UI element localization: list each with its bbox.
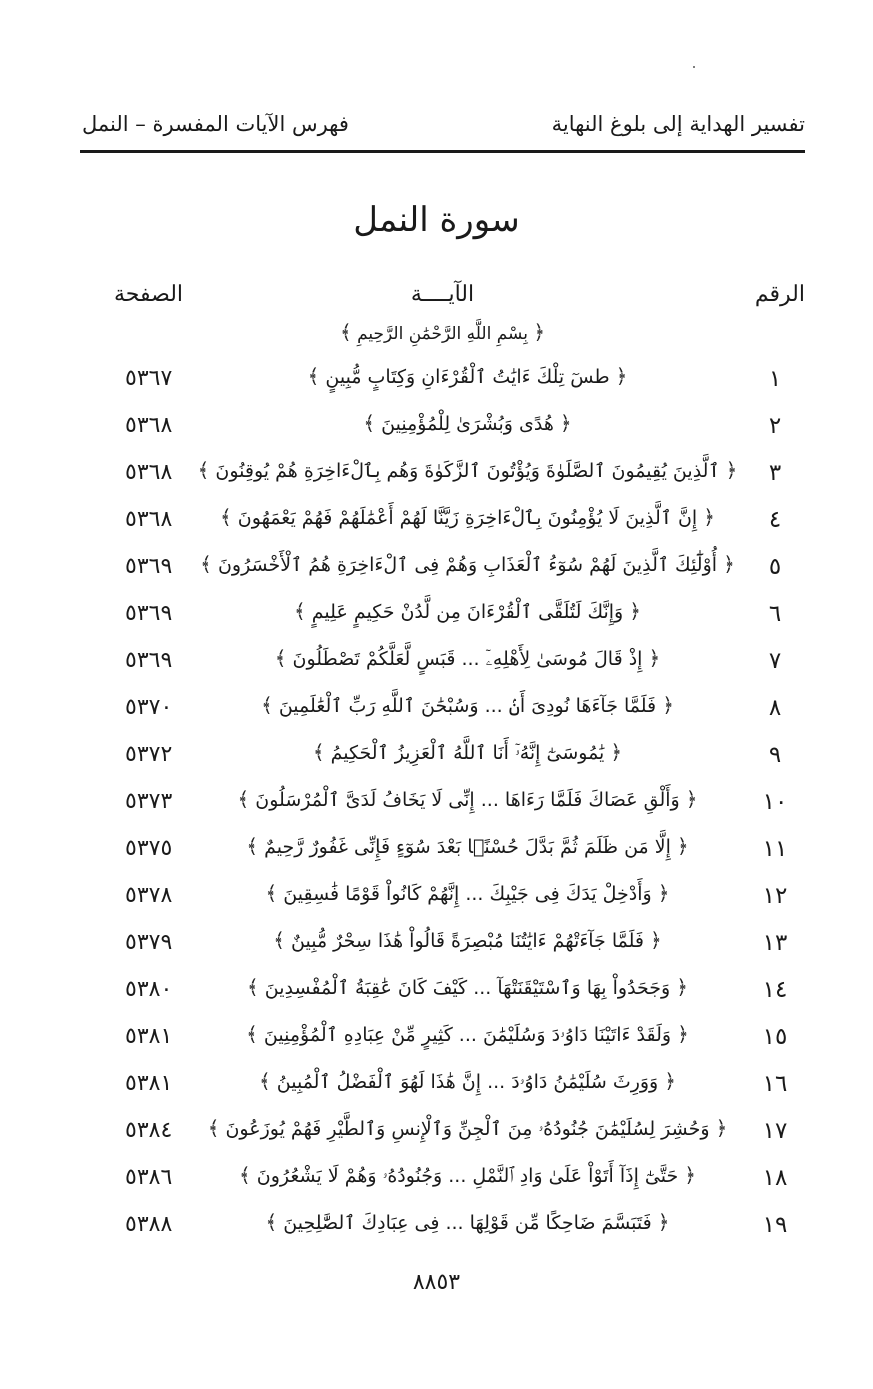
verse-text-container (190, 599, 745, 623)
ornament-close-icon: ﴾ (273, 928, 285, 952)
list-item (80, 546, 805, 593)
verse-text: إِنَّ ٱلَّذِينَ لَا يُؤْمِنُونَ بِٱلْءَاخِرَةِ زَيَّنَّا لَهُمْ أَعْمَٰلَهُمْ فَهُمْ يَعْمَهُونَ (237, 507, 698, 529)
ornament-close-icon: ﴾ (220, 505, 232, 529)
ornament-open-icon: ﴿ (677, 1022, 689, 1046)
verse-number: ١ (768, 366, 782, 392)
ornament-close-icon: ﴾ (294, 599, 306, 623)
book-title: تفسير الهداية إلى بلوغ النهاية (551, 112, 805, 136)
ornament-open-icon: ﴿ (657, 881, 670, 905)
ornament-open-icon: ﴿ (648, 646, 661, 670)
verse-text: فَلَمَّا جَآءَتْهُمْ ءَايَٰتُنَا مُبْصِرَةً قَالُواْ هَٰذَا سِحْرٌ مُّبِينٌ (291, 930, 644, 952)
ornament-close-icon: ﴾ (363, 411, 376, 435)
column-header-page: الصفحة (114, 282, 184, 307)
ornament-close-icon: ﴾ (246, 1022, 258, 1046)
ornament-open-icon: ﴿ (725, 458, 738, 482)
ornament-close-icon: ﴾ (247, 975, 259, 999)
verse-text: هُدًى وَبُشْرَىٰ لِلْمُؤْمِنِينَ (381, 413, 554, 435)
verse-text-container (190, 505, 745, 529)
ornament-open-icon: ﴿ (657, 1210, 670, 1234)
verse-text-container (190, 975, 745, 999)
verse-text-container (190, 1210, 745, 1234)
verse-number: ٥ (768, 554, 782, 580)
list-item (80, 1016, 805, 1063)
verse-number: ١٥ (762, 1024, 788, 1050)
verse-text-container (190, 928, 745, 952)
ornament-close-icon: ﴾ (237, 787, 250, 811)
page-reference: ٥٣٨٠ (125, 977, 173, 1002)
page-reference: ٥٣٧٢ (125, 742, 173, 767)
ornament-open-icon: ﴿ (723, 552, 735, 576)
ornament-open-icon: ﴿ (664, 1069, 676, 1093)
list-item (80, 734, 805, 781)
verse-number: ١٢ (762, 883, 788, 909)
page-reference: ٥٣٦٨ (125, 507, 173, 532)
verse-text: وَأَدْخِلْ يَدَكَ فِى جَيْبِكَ ... إِنَّهُمْ كَانُواْ قَوْمًا فَٰسِقِينَ (283, 883, 652, 905)
ornament-close-icon: ﴾ (265, 1210, 278, 1234)
verse-number: ١٣ (762, 930, 788, 956)
verse-text-container (190, 787, 745, 811)
verse-number: ١٩ (762, 1212, 788, 1238)
ornament-open-icon: ﴿ (684, 1163, 696, 1187)
verse-text-container (190, 364, 745, 388)
basmala-text: بِسْمِ اللَّهِ الرَّحْمَٰنِ الرَّحِيمِ (357, 324, 528, 344)
page-reference: ٥٣٦٨ (125, 413, 173, 438)
column-headers (80, 282, 805, 312)
verse-text: إِذْ قَالَ مُوسَىٰ لِأَهْلِهِۦٓ ... قَبَسٍ لَّعَلَّكُمْ تَصْطَلُونَ (292, 648, 643, 670)
ornament-open-icon: ﴿ (533, 320, 546, 344)
verse-text: طسٓ تِلْكَ ءَايَٰتُ ٱلْقُرْءَانِ وَكِتَابٍ مُّبِينٍ (325, 366, 610, 388)
ornament-close-icon: ﴾ (259, 1069, 271, 1093)
verse-number: ٤ (768, 507, 782, 533)
ornament-close-icon: ﴾ (239, 1163, 251, 1187)
scan-speck (693, 66, 695, 68)
verse-text-container (190, 1022, 745, 1046)
page-reference: ٥٣٦٩ (125, 648, 173, 673)
verse-text: يَٰمُوسَىٰٓ إِنَّهُۥٓ أَنَا ٱللَّهُ ٱلْعَزِيزُ ٱلْحَكِيمُ (330, 742, 605, 764)
surah-title: سورة النمل (353, 200, 520, 240)
ornament-open-icon: ﴿ (629, 599, 641, 623)
page-reference: ٥٣٧٩ (125, 930, 173, 955)
page-reference: ٥٣٧٣ (125, 789, 173, 814)
ornament-open-icon: ﴿ (676, 975, 688, 999)
ornament-open-icon: ﴿ (615, 364, 628, 388)
verse-text: وَأَلْقِ عَصَاكَ فَلَمَّا رَءَاهَا ... إِنِّى لَا يَخَافُ لَدَىَّ ٱلْمُرْسَلُونَ (255, 789, 680, 811)
basmala (80, 320, 805, 344)
verse-text-container (190, 834, 745, 858)
list-item (80, 452, 805, 499)
page-reference: ٥٣٧٥ (125, 836, 173, 861)
ornament-open-icon: ﴿ (610, 740, 623, 764)
verse-text-container (190, 552, 745, 576)
verse-text-container (190, 646, 745, 670)
verse-text: وَوَرِثَ سُلَيْمَٰنُ دَاوُۥدَ ... إِنَّ هَٰذَا لَهُوَ ٱلْفَضْلُ ٱلْمُبِينُ (276, 1071, 659, 1093)
ornament-close-icon: ﴾ (274, 646, 287, 670)
verse-number: ١٧ (762, 1118, 788, 1144)
verse-number: ١١ (762, 836, 788, 862)
verse-text: وَإِنَّكَ لَتُلَقَّى ٱلْقُرْءَانَ مِن لَّدُنْ حَكِيمٍ عَلِيمٍ (311, 601, 624, 623)
verse-text: فَلَمَّا جَآءَهَا نُودِىَ أَنۢ ... وَسُبْحَٰنَ ٱللَّهِ رَبِّ ٱلْعَٰلَمِينَ (278, 695, 657, 717)
ornament-close-icon: ﴾ (312, 740, 325, 764)
page-reference: ٥٣٧٨ (125, 883, 173, 908)
list-item (80, 640, 805, 687)
verse-text: إِلَّا مَن ظَلَمَ ثُمَّ بَدَّلَ حُسْنًۢا بَعْدَ سُوٓءٍ فَإِنِّى غَفُورٌ رَّحِيمٌ (264, 836, 671, 858)
verse-index-list (80, 358, 805, 1251)
verse-text-container (190, 411, 745, 435)
verse-number: ٩ (768, 742, 782, 768)
list-item (80, 358, 805, 405)
verse-text-container (190, 1116, 745, 1140)
verse-text: فَتَبَسَّمَ ضَاحِكًا مِّن قَوْلِهَا ... فِى عِبَادِكَ ٱلصَّٰلِحِينَ (283, 1212, 652, 1234)
ornament-open-icon: ﴿ (715, 1116, 728, 1140)
page-reference: ٥٣٨١ (125, 1071, 173, 1096)
page-reference: ٥٣٨٤ (125, 1118, 173, 1143)
verse-text: أُوْلَٰٓئِكَ ٱلَّذِينَ لَهُمْ سُوٓءُ ٱلْعَذَابِ وَهُمْ فِى ٱلْءَاخِرَةِ هُمُ ٱلْأَخْسَرُونَ (217, 554, 718, 576)
column-header-verse: الآيــــة (410, 282, 475, 307)
ornament-close-icon: ﴾ (197, 458, 210, 482)
list-item (80, 405, 805, 452)
list-item (80, 922, 805, 969)
ornament-close-icon: ﴾ (261, 693, 273, 717)
verse-text: وَجَحَدُواْ بِهَا وَٱسْتَيْقَنَتْهَآ ... كَيْفَ كَانَ عَٰقِبَةُ ٱلْمُفْسِدِينَ (264, 977, 671, 999)
verse-number: ٧ (768, 648, 782, 674)
verse-text: ٱلَّذِينَ يُقِيمُونَ ٱلصَّلَوٰةَ وَيُؤْتُونَ ٱلزَّكَوٰةَ وَهُم بِٱلْءَاخِرَةِ هُمْ يُوقِنُونَ (215, 460, 720, 482)
list-item (80, 1110, 805, 1157)
list-item (80, 969, 805, 1016)
list-item (80, 781, 805, 828)
ornament-close-icon: ﴾ (307, 364, 320, 388)
verse-number: ١٨ (762, 1165, 788, 1191)
page-reference: ٥٣٦٩ (125, 554, 173, 579)
page-reference: ٥٣٧٠ (125, 695, 173, 720)
verse-text: وَحُشِرَ لِسُلَيْمَٰنَ جُنُودُهُۥ مِنَ ٱلْجِنِّ وَٱلْإِنسِ وَٱلطَّيْرِ فَهُمْ يُوزَعُونَ (225, 1118, 710, 1140)
ornament-open-icon: ﴿ (650, 928, 662, 952)
verse-number: ١٤ (762, 977, 788, 1003)
ornament-open-icon: ﴿ (662, 693, 674, 717)
list-item (80, 875, 805, 922)
ornament-close-icon: ﴾ (265, 881, 278, 905)
ornament-open-icon: ﴿ (676, 834, 689, 858)
page-reference: ٥٣٨٦ (125, 1165, 173, 1190)
page-number: ٨٨٥٣ (412, 1270, 461, 1295)
page-reference: ٥٣٦٨ (125, 460, 173, 485)
verse-text-container (190, 458, 745, 482)
list-item (80, 687, 805, 734)
verse-number: ١٠ (762, 789, 788, 815)
list-item (80, 1063, 805, 1110)
ornament-close-icon: ﴾ (246, 834, 259, 858)
ornament-close-icon: ﴾ (207, 1116, 220, 1140)
list-item (80, 828, 805, 875)
list-item (80, 499, 805, 546)
verse-text: وَلَقَدْ ءَاتَيْنَا دَاوُۥدَ وَسُلَيْمَٰنَ ... كَثِيرٍ مِّنْ عِبَادِهِ ٱلْمُؤْمِنِينَ (263, 1024, 672, 1046)
verse-text-container (190, 740, 745, 764)
ornament-close-icon: ﴾ (200, 552, 212, 576)
section-title: فهرس الآيات المفسرة – النمل (82, 112, 349, 136)
verse-text-container (190, 1163, 745, 1187)
verse-number: ٦ (768, 601, 782, 627)
verse-text-container (190, 881, 745, 905)
list-item (80, 1204, 805, 1251)
ornament-open-icon: ﴿ (703, 505, 715, 529)
column-header-number: الرقم (754, 282, 805, 307)
running-header (80, 108, 805, 153)
page-reference: ٥٣٨١ (125, 1024, 173, 1049)
verse-text-container (190, 693, 745, 717)
list-item (80, 593, 805, 640)
verse-number: ٢ (768, 413, 782, 439)
page-reference: ٥٣٦٩ (125, 601, 173, 626)
ornament-open-icon: ﴿ (685, 787, 698, 811)
ornament-open-icon: ﴿ (559, 411, 572, 435)
verse-number: ٨ (768, 695, 782, 721)
verse-number: ٣ (768, 460, 782, 486)
list-item (80, 1157, 805, 1204)
verse-number: ١٦ (762, 1071, 788, 1097)
page-reference: ٥٣٦٧ (125, 366, 173, 391)
ornament-close-icon: ﴾ (339, 320, 352, 344)
verse-text: حَتَّىٰٓ إِذَآ أَتَوْاْ عَلَىٰ وَادِ ٱلنَّمْلِ ... وَجُنُودُهُۥ وَهُمْ لَا يَشْعُرُونَ (256, 1165, 679, 1187)
verse-text-container (190, 1069, 745, 1093)
page-reference: ٥٣٨٨ (125, 1212, 173, 1237)
